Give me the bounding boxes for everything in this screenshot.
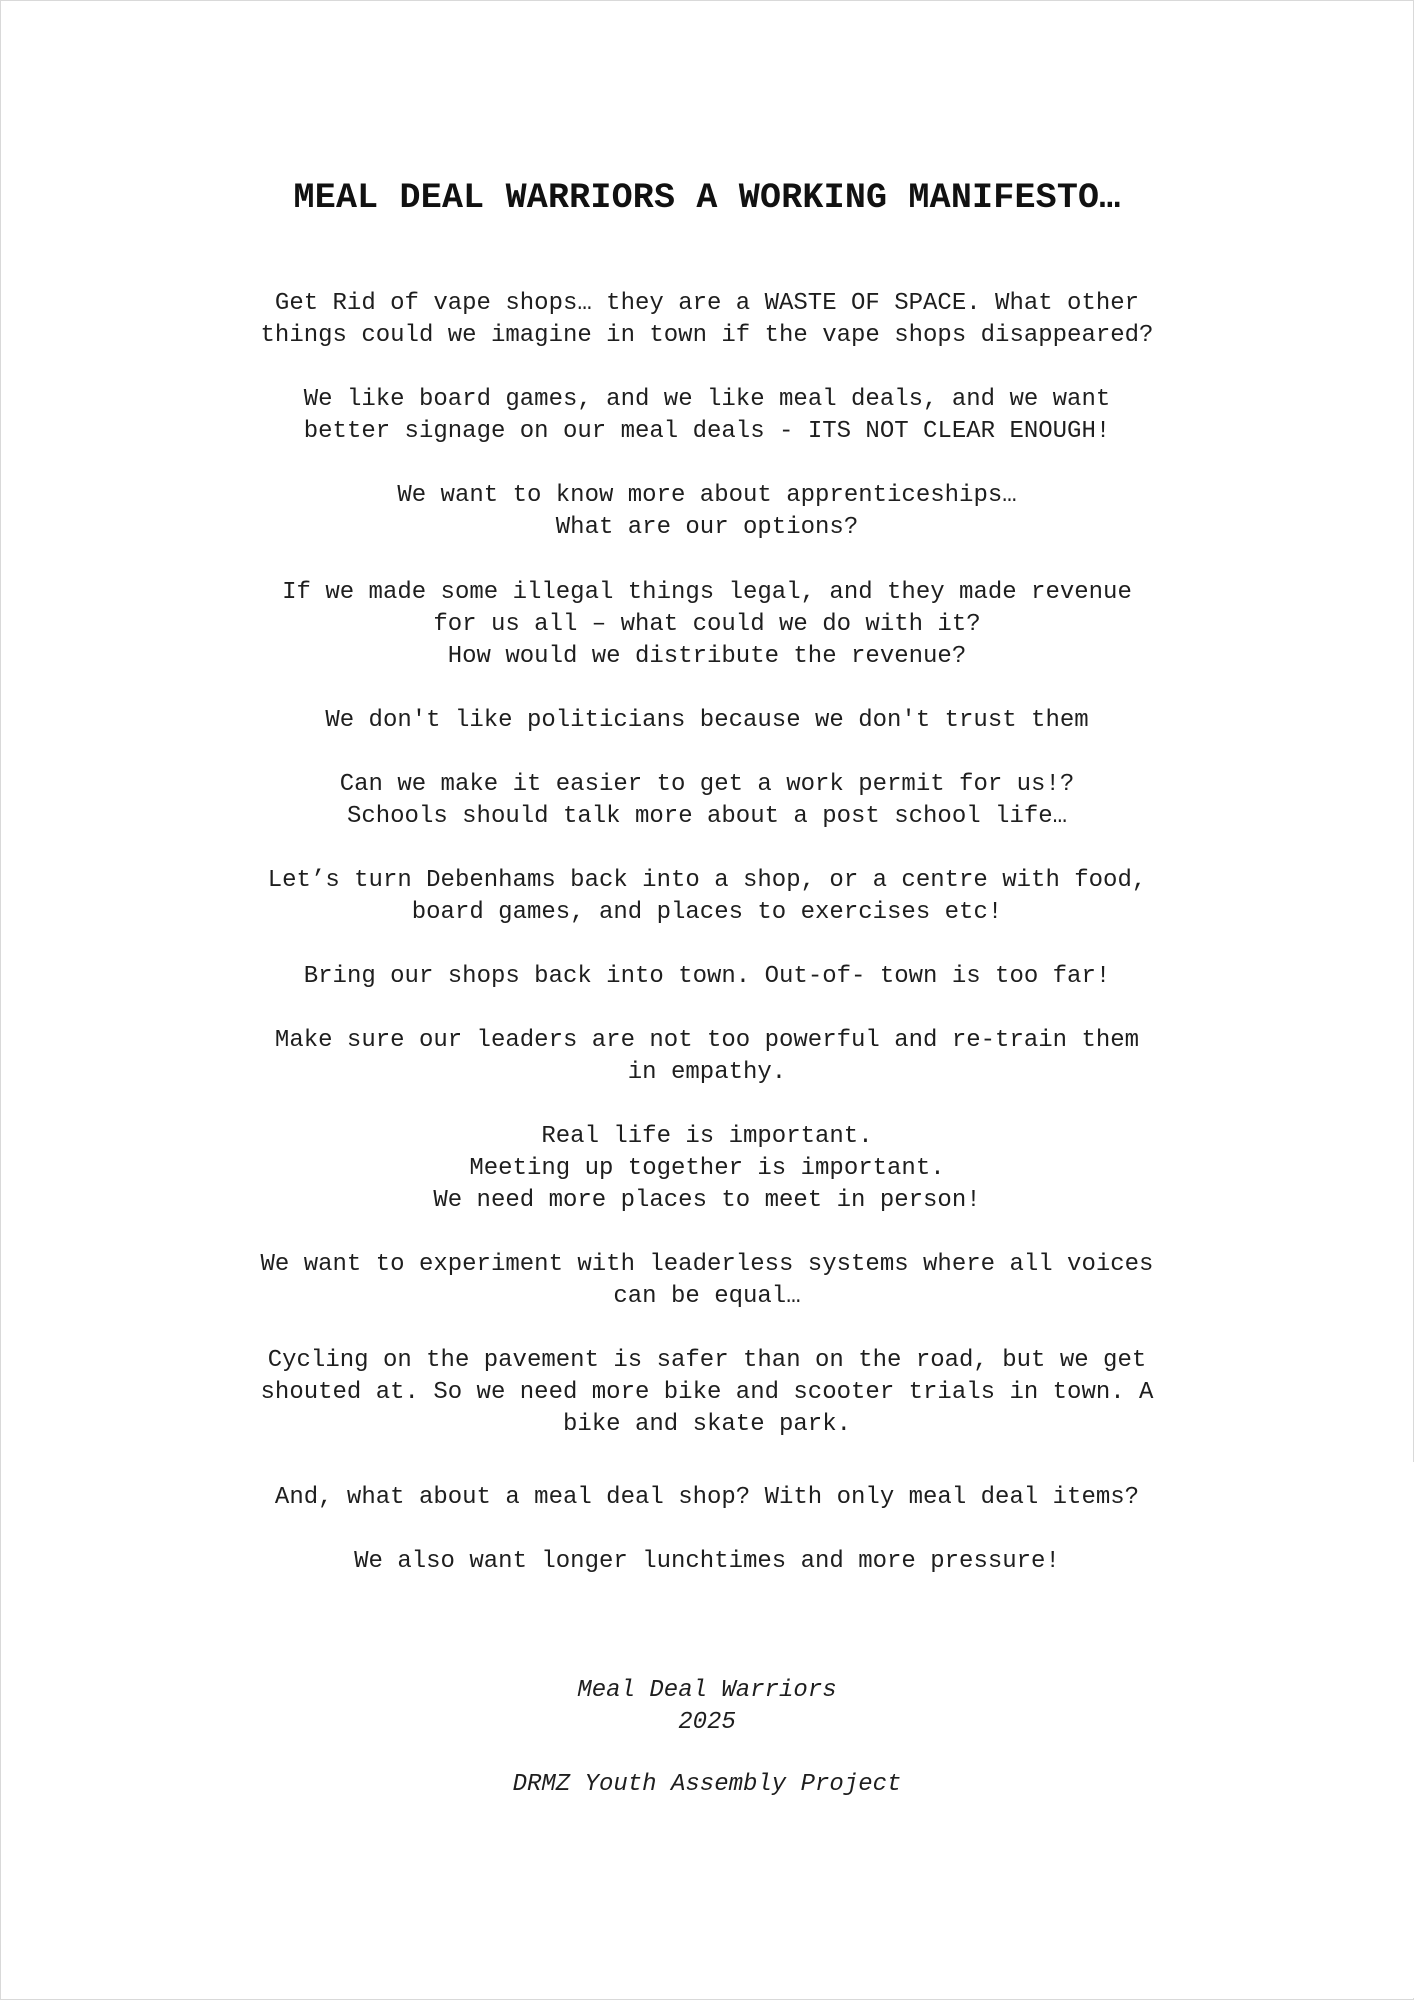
paragraph-lunchtimes: We also want longer lunchtimes and more pressure! xyxy=(354,1548,1060,1575)
signature-name: Meal Deal Warriors xyxy=(577,1677,837,1704)
document-title: MEAL DEAL WARRIORS A WORKING MANIFESTO… xyxy=(293,178,1121,218)
paragraph-real-life: Real life is important. Meeting up together is important. We need more places to meet in person! xyxy=(433,1123,981,1214)
signature-year: 2025 xyxy=(678,1709,736,1736)
paragraph-revenue: If we made some illegal things legal, and they made revenue for us all – what could we do with it? How would we distribute the revenue? xyxy=(282,579,1132,670)
paragraph-leaderless: We want to experiment with leaderless systems where all voices can be equal… xyxy=(260,1251,1154,1310)
paragraph-meal-deal-shop: And, what about a meal deal shop? With only meal deal items? xyxy=(274,1484,1140,1511)
paragraph-debenhams: Let’s turn Debenhams back into a shop, or a centre with food, board games, and places to exercises etc! xyxy=(267,867,1147,926)
paragraph-apprenticeships: We want to know more about apprenticeships… What are our options? xyxy=(397,482,1017,541)
paragraph-cycling: Cycling on the pavement is safer than on the road, but we get shouted at. So we need more bike and scooter trials in town. A bike and skate park. xyxy=(260,1347,1154,1438)
paragraph-leaders: Make sure our leaders are not too powerful and re-train them in empathy. xyxy=(274,1027,1140,1086)
paragraph-board-games: We like board games, and we like meal deals, and we want better signage on our meal deals - ITS NOT CLEAR ENOUGH! xyxy=(303,386,1111,445)
paragraph-politicians: We don't like politicians because we don't trust them xyxy=(325,707,1089,734)
signature-project: DRMZ Youth Assembly Project xyxy=(512,1771,902,1798)
paragraph-work-permit: Can we make it easier to get a work permit for us!? Schools should talk more about a post school life… xyxy=(339,771,1075,830)
paragraph-shops-in-town: Bring our shops back into town. Out-of- town is too far! xyxy=(303,963,1111,990)
paragraph-vape-shops: Get Rid of vape shops… they are a WASTE OF SPACE. What other things could we imagine in town if the vape shops disappeared? xyxy=(260,290,1154,349)
